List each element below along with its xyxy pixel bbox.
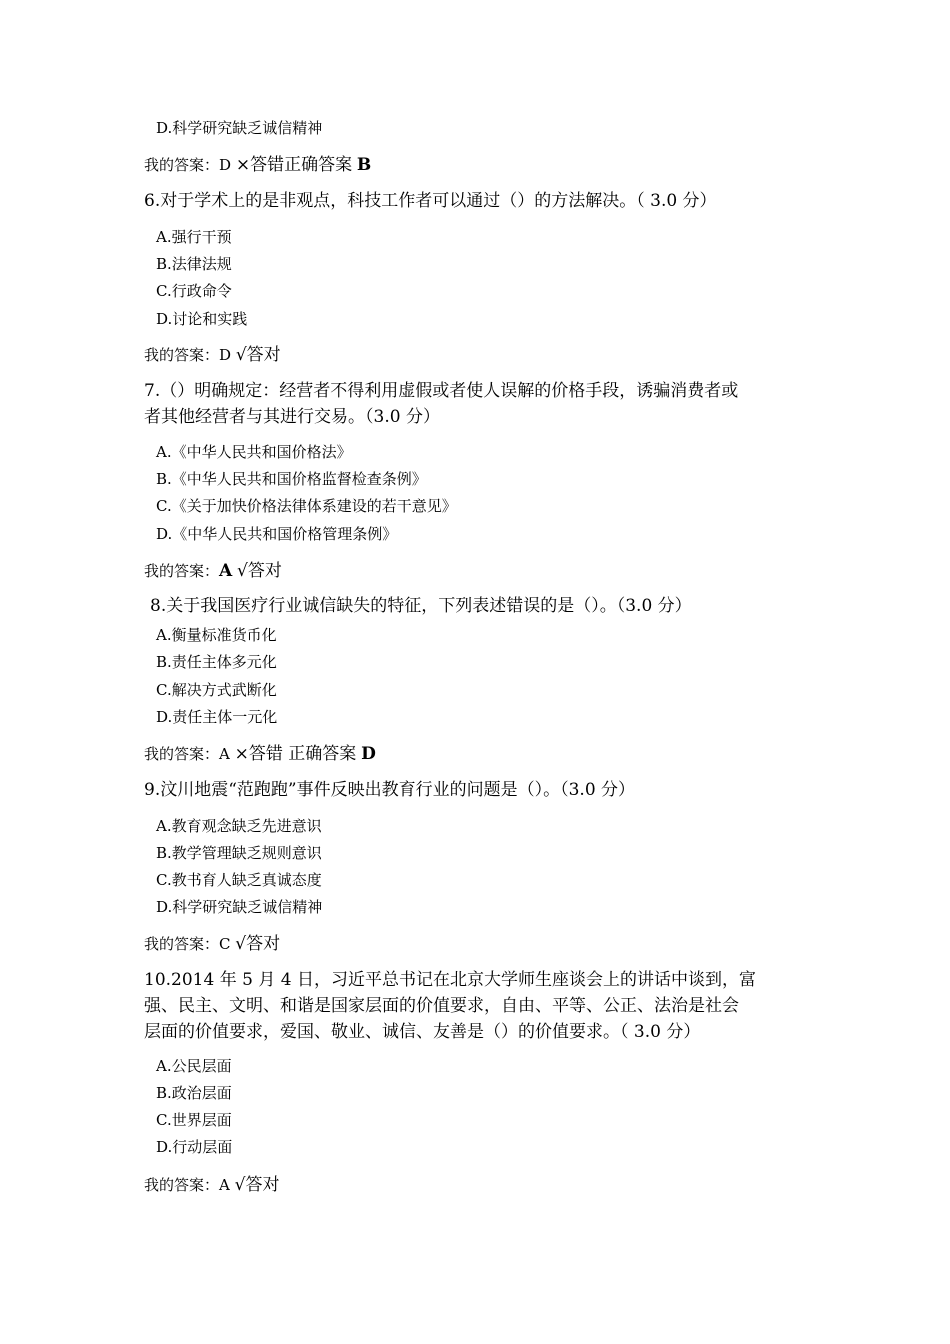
q8-option-d: D.责任主体一元化 — [156, 708, 278, 726]
q6-answer-line — [144, 347, 281, 364]
my-answer: A — [219, 561, 233, 581]
q5-option-d: D.科学研究缺乏诚信精神 — [156, 119, 323, 137]
q7-stem-line-2: 者其他经营者与其进行交易。（3.0 分） — [144, 407, 440, 427]
my-answer: D — [219, 156, 232, 174]
q6-option-b: B.法律法规 — [156, 255, 232, 273]
verdict: 答错 正确答案 — [248, 744, 357, 764]
q9-option-a: A.教育观念缺乏先进意识 — [156, 817, 322, 835]
q7-option-c: C.《关于加快价格法律体系建设的若干意见》 — [156, 497, 457, 515]
my-answer: D — [219, 346, 232, 364]
q5-answer-line — [144, 157, 371, 174]
correct-mark-icon: √ — [234, 1175, 246, 1195]
my-answer: A — [219, 1176, 230, 1194]
verdict: 答对 — [245, 1175, 280, 1195]
verdict: 答对 — [246, 934, 281, 954]
q9-answer-line — [144, 936, 280, 953]
q10-stem-line-1: 10.2014 年 5 月 4 日，习近平总书记在北京大学师生座谈会上的讲话中谈到，富 — [144, 970, 756, 990]
answer-prefix: 我的答案： — [144, 745, 220, 763]
my-answer: C — [219, 935, 231, 953]
q7-option-a: A.《中华人民共和国价格法》 — [156, 443, 352, 461]
correct-answer: B — [356, 155, 372, 175]
answer-prefix: 我的答案： — [144, 1176, 220, 1194]
q10-option-a: A.公民层面 — [156, 1057, 232, 1075]
correct-answer: D — [361, 744, 376, 764]
q10-stem-line-3: 层面的价值要求，爱国、敬业、诚信、友善是（）的价值要求。（ 3.0 分） — [144, 1022, 701, 1042]
q7-stem-line-1: 7.（）明确规定：经营者不得利用虚假或者使人误解的价格手段，诱骗消费者或 — [144, 381, 739, 401]
correct-mark-icon: √ — [235, 934, 247, 954]
q9-option-b: B.教学管理缺乏规则意识 — [156, 844, 322, 862]
wrong-mark-icon: × — [235, 155, 251, 175]
my-answer: A — [219, 745, 230, 763]
q8-option-a: A.衡量标准货币化 — [156, 626, 277, 644]
answer-prefix: 我的答案： — [144, 156, 220, 174]
verdict: 答错正确答案 — [250, 155, 353, 175]
q6-option-c: C.行政命令 — [156, 282, 232, 300]
correct-mark-icon: √ — [237, 561, 248, 581]
verdict: 答对 — [246, 345, 281, 365]
q8-option-b: B.责任主体多元化 — [156, 653, 277, 671]
q6-option-a: A.强行干预 — [156, 228, 232, 246]
q9-option-d: D.科学研究缺乏诚信精神 — [156, 898, 323, 916]
wrong-mark-icon: × — [234, 744, 249, 764]
q7-option-d: D.《中华人民共和国价格管理条例》 — [156, 525, 398, 543]
q10-option-d: D.行动层面 — [156, 1138, 233, 1156]
q10-option-b: B.政治层面 — [156, 1084, 232, 1102]
q10-option-c: C.世界层面 — [156, 1111, 232, 1129]
q10-answer-line — [144, 1177, 279, 1194]
verdict: 答对 — [247, 561, 282, 581]
q8-answer-line — [144, 746, 376, 763]
correct-mark-icon: √ — [235, 345, 247, 365]
q9-stem: 9.汶川地震“范跑跑”事件反映出教育行业的问题是（）。（3.0 分） — [144, 780, 636, 800]
answer-prefix: 我的答案： — [144, 346, 220, 364]
q7-answer-line — [144, 563, 282, 580]
q8-option-c: C.解决方式武断化 — [156, 681, 277, 699]
q10-stem-line-2: 强、民主、文明、和谐是国家层面的价值要求，自由、平等、公正、法治是社会 — [144, 996, 739, 1016]
q6-option-d: D.讨论和实践 — [156, 310, 248, 328]
q7-option-b: B.《中华人民共和国价格监督检查条例》 — [156, 470, 427, 488]
q6-stem: 6.对于学术上的是非观点，科技工作者可以通过（）的方法解决。（ 3.0 分） — [144, 191, 717, 211]
q8-stem: 8.关于我国医疗行业诚信缺失的特征，下列表述错误的是（）。（3.0 分） — [150, 596, 692, 616]
answer-prefix: 我的答案： — [144, 935, 220, 953]
answer-prefix: 我的答案： — [144, 562, 220, 580]
q9-option-c: C.教书育人缺乏真诚态度 — [156, 871, 322, 889]
